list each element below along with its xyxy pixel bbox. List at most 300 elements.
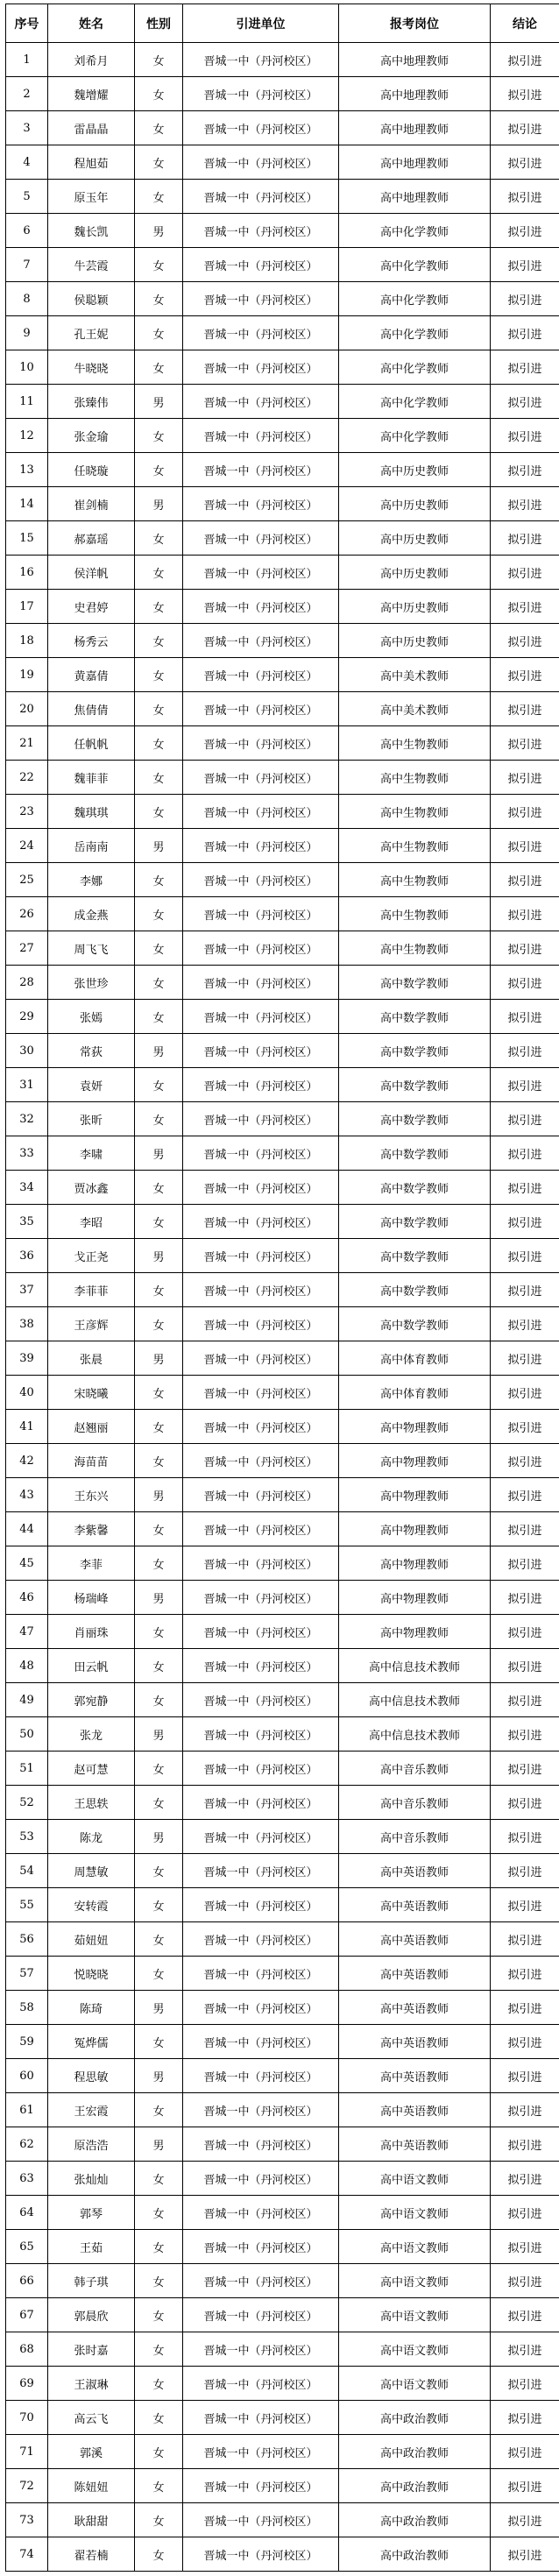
cell-no: 66 [6, 2264, 48, 2298]
cell-unit: 晋城一中（丹河校区） [183, 145, 339, 180]
cell-name: 成金燕 [48, 897, 135, 931]
cell-post: 高中英语教师 [339, 1957, 491, 1991]
cell-unit: 晋城一中（丹河校区） [183, 487, 339, 521]
cell-result: 拟引进 [491, 692, 559, 726]
cell-name: 翟若楠 [48, 2537, 135, 2572]
cell-name: 刘希月 [48, 43, 135, 77]
cell-result: 拟引进 [491, 1991, 559, 2025]
cell-post: 高中地理教师 [339, 77, 491, 111]
cell-no: 6 [6, 214, 48, 248]
cell-post: 高中地理教师 [339, 145, 491, 180]
cell-name: 李啸 [48, 1136, 135, 1171]
table-row [6, 1239, 559, 1273]
cell-no: 17 [6, 590, 48, 624]
cell-name: 周飞飞 [48, 931, 135, 966]
cell-sex: 女 [135, 1888, 183, 1922]
cell-result: 拟引进 [491, 248, 559, 282]
cell-no: 45 [6, 1546, 48, 1581]
cell-sex: 女 [135, 453, 183, 487]
cell-name: 袁妍 [48, 1068, 135, 1102]
table-row [6, 931, 559, 966]
cell-name: 陈琦 [48, 1991, 135, 2025]
cell-post: 高中化学教师 [339, 419, 491, 453]
cell-post: 高中生物教师 [339, 795, 491, 829]
cell-result: 拟引进 [491, 590, 559, 624]
cell-sex: 男 [135, 1478, 183, 1512]
cell-no: 49 [6, 1683, 48, 1717]
cell-result: 拟引进 [491, 145, 559, 180]
table-row [6, 897, 559, 931]
table-row [6, 2332, 559, 2367]
cell-result: 拟引进 [491, 829, 559, 863]
cell-no: 71 [6, 2435, 48, 2469]
cell-name: 李紫馨 [48, 1512, 135, 1546]
cell-unit: 晋城一中（丹河校区） [183, 1581, 339, 1615]
cell-unit: 晋城一中（丹河校区） [183, 1068, 339, 1102]
cell-post: 高中化学教师 [339, 282, 491, 316]
cell-post: 高中数学教师 [339, 1136, 491, 1171]
table-row [6, 1341, 559, 1376]
cell-unit: 晋城一中（丹河校区） [183, 111, 339, 145]
cell-unit: 晋城一中（丹河校区） [183, 2503, 339, 2537]
cell-name: 史君婷 [48, 590, 135, 624]
cell-sex: 女 [135, 556, 183, 590]
cell-no: 34 [6, 1171, 48, 1205]
cell-post: 高中生物教师 [339, 829, 491, 863]
cell-name: 冤烨儒 [48, 2025, 135, 2059]
cell-result: 拟引进 [491, 1478, 559, 1512]
header-no: 序号 [6, 4, 48, 43]
cell-post: 高中英语教师 [339, 2025, 491, 2059]
cell-unit: 晋城一中（丹河校区） [183, 1957, 339, 1991]
cell-sex: 男 [135, 1991, 183, 2025]
cell-name: 王思轶 [48, 1786, 135, 1820]
cell-name: 焦倩倩 [48, 692, 135, 726]
cell-post: 高中化学教师 [339, 350, 491, 385]
cell-sex: 女 [135, 1752, 183, 1786]
cell-no: 3 [6, 111, 48, 145]
cell-unit: 晋城一中（丹河校区） [183, 1307, 339, 1341]
table-row [6, 2264, 559, 2298]
cell-unit: 晋城一中（丹河校区） [183, 590, 339, 624]
cell-no: 11 [6, 385, 48, 419]
table-row [6, 2537, 559, 2572]
cell-post: 高中美术教师 [339, 692, 491, 726]
table-row [6, 316, 559, 350]
cell-post: 高中历史教师 [339, 556, 491, 590]
cell-no: 60 [6, 2059, 48, 2093]
cell-unit: 晋城一中（丹河校区） [183, 1410, 339, 1444]
cell-post: 高中数学教师 [339, 1102, 491, 1136]
cell-result: 拟引进 [491, 1957, 559, 1991]
table-row [6, 590, 559, 624]
cell-post: 高中体育教师 [339, 1376, 491, 1410]
cell-name: 悦晓晓 [48, 1957, 135, 1991]
cell-no: 63 [6, 2162, 48, 2196]
cell-post: 高中数学教师 [339, 1034, 491, 1068]
cell-unit: 晋城一中（丹河校区） [183, 1615, 339, 1649]
cell-unit: 晋城一中（丹河校区） [183, 248, 339, 282]
cell-unit: 晋城一中（丹河校区） [183, 1102, 339, 1136]
cell-unit: 晋城一中（丹河校区） [183, 795, 339, 829]
cell-unit: 晋城一中（丹河校区） [183, 419, 339, 453]
cell-no: 46 [6, 1581, 48, 1615]
cell-post: 高中数学教师 [339, 1205, 491, 1239]
cell-sex: 女 [135, 1376, 183, 1410]
table-row [6, 624, 559, 658]
cell-name: 常荻 [48, 1034, 135, 1068]
cell-result: 拟引进 [491, 1376, 559, 1410]
table-row [6, 1717, 559, 1752]
cell-sex: 女 [135, 2025, 183, 2059]
cell-unit: 晋城一中（丹河校区） [183, 453, 339, 487]
cell-result: 拟引进 [491, 1410, 559, 1444]
cell-post: 高中美术教师 [339, 658, 491, 692]
cell-no: 50 [6, 1717, 48, 1752]
cell-post: 高中语文教师 [339, 2230, 491, 2264]
cell-result: 拟引进 [491, 2298, 559, 2332]
cell-result: 拟引进 [491, 1102, 559, 1136]
cell-sex: 男 [135, 1034, 183, 1068]
cell-unit: 晋城一中（丹河校区） [183, 2401, 339, 2435]
table-row [6, 385, 559, 419]
cell-unit: 晋城一中（丹河校区） [183, 1000, 339, 1034]
cell-no: 22 [6, 761, 48, 795]
cell-result: 拟引进 [491, 1136, 559, 1171]
cell-name: 张灿灿 [48, 2162, 135, 2196]
cell-unit: 晋城一中（丹河校区） [183, 726, 339, 761]
cell-sex: 男 [135, 1136, 183, 1171]
cell-result: 拟引进 [491, 1649, 559, 1683]
cell-no: 26 [6, 897, 48, 931]
cell-name: 魏菲菲 [48, 761, 135, 795]
cell-result: 拟引进 [491, 2469, 559, 2503]
cell-name: 李菲菲 [48, 1273, 135, 1307]
cell-name: 周慧敏 [48, 1854, 135, 1888]
cell-sex: 女 [135, 1512, 183, 1546]
cell-unit: 晋城一中（丹河校区） [183, 1888, 339, 1922]
cell-post: 高中物理教师 [339, 1410, 491, 1444]
cell-result: 拟引进 [491, 726, 559, 761]
cell-post: 高中语文教师 [339, 2196, 491, 2230]
cell-name: 黄嘉倩 [48, 658, 135, 692]
cell-sex: 女 [135, 2298, 183, 2332]
cell-post: 高中英语教师 [339, 1854, 491, 1888]
cell-no: 47 [6, 1615, 48, 1649]
cell-sex: 女 [135, 145, 183, 180]
cell-post: 高中语文教师 [339, 2264, 491, 2298]
cell-post: 高中英语教师 [339, 1922, 491, 1957]
cell-name: 肖丽珠 [48, 1615, 135, 1649]
cell-name: 茹妞妞 [48, 1922, 135, 1957]
cell-unit: 晋城一中（丹河校区） [183, 1239, 339, 1273]
cell-post: 高中数学教师 [339, 1068, 491, 1102]
cell-result: 拟引进 [491, 43, 559, 77]
cell-unit: 晋城一中（丹河校区） [183, 897, 339, 931]
cell-post: 高中英语教师 [339, 2059, 491, 2093]
cell-result: 拟引进 [491, 2025, 559, 2059]
cell-post: 高中地理教师 [339, 180, 491, 214]
cell-unit: 晋城一中（丹河校区） [183, 658, 339, 692]
table-row [6, 1888, 559, 1922]
cell-post: 高中数学教师 [339, 1307, 491, 1341]
cell-post: 高中物理教师 [339, 1512, 491, 1546]
cell-post: 高中语文教师 [339, 2298, 491, 2332]
cell-unit: 晋城一中（丹河校区） [183, 2196, 339, 2230]
cell-sex: 女 [135, 1922, 183, 1957]
table-row [6, 2230, 559, 2264]
cell-unit: 晋城一中（丹河校区） [183, 1649, 339, 1683]
cell-sex: 男 [135, 385, 183, 419]
cell-no: 29 [6, 1000, 48, 1034]
cell-no: 54 [6, 1854, 48, 1888]
cell-post: 高中物理教师 [339, 1615, 491, 1649]
cell-name: 张龙 [48, 1717, 135, 1752]
table-row [6, 658, 559, 692]
cell-name: 张世珍 [48, 966, 135, 1000]
cell-post: 高中音乐教师 [339, 1752, 491, 1786]
cell-sex: 女 [135, 1786, 183, 1820]
cell-post: 高中政治教师 [339, 2435, 491, 2469]
cell-unit: 晋城一中（丹河校区） [183, 1478, 339, 1512]
cell-sex: 女 [135, 1171, 183, 1205]
cell-name: 崔剑楠 [48, 487, 135, 521]
cell-result: 拟引进 [491, 1922, 559, 1957]
cell-no: 42 [6, 1444, 48, 1478]
cell-result: 拟引进 [491, 77, 559, 111]
cell-sex: 女 [135, 111, 183, 145]
cell-unit: 晋城一中（丹河校区） [183, 863, 339, 897]
table-row [6, 2435, 559, 2469]
cell-sex: 女 [135, 658, 183, 692]
cell-sex: 男 [135, 2127, 183, 2162]
cell-unit: 晋城一中（丹河校区） [183, 1444, 339, 1478]
cell-sex: 女 [135, 2093, 183, 2127]
table-row [6, 863, 559, 897]
header-post: 报考岗位 [339, 4, 491, 43]
table-row [6, 1581, 559, 1615]
cell-name: 程旭茹 [48, 145, 135, 180]
cell-name: 郭宛静 [48, 1683, 135, 1717]
cell-post: 高中政治教师 [339, 2401, 491, 2435]
cell-unit: 晋城一中（丹河校区） [183, 2537, 339, 2572]
cell-sex: 男 [135, 214, 183, 248]
cell-post: 高中物理教师 [339, 1546, 491, 1581]
cell-result: 拟引进 [491, 2127, 559, 2162]
cell-no: 28 [6, 966, 48, 1000]
cell-name: 孔王妮 [48, 316, 135, 350]
cell-name: 岳南南 [48, 829, 135, 863]
header-unit: 引进单位 [183, 4, 339, 43]
cell-sex: 女 [135, 350, 183, 385]
cell-no: 65 [6, 2230, 48, 2264]
cell-name: 韩子琪 [48, 2264, 135, 2298]
cell-sex: 女 [135, 1957, 183, 1991]
cell-post: 高中化学教师 [339, 316, 491, 350]
cell-result: 拟引进 [491, 897, 559, 931]
cell-no: 69 [6, 2367, 48, 2401]
cell-sex: 女 [135, 2264, 183, 2298]
cell-no: 74 [6, 2537, 48, 2572]
table-row [6, 1068, 559, 1102]
cell-name: 牛晓晓 [48, 350, 135, 385]
table-row [6, 111, 559, 145]
cell-name: 任帆帆 [48, 726, 135, 761]
table-row [6, 1820, 559, 1854]
table-row [6, 1649, 559, 1683]
cell-name: 王茹 [48, 2230, 135, 2264]
cell-post: 高中音乐教师 [339, 1786, 491, 1820]
cell-result: 拟引进 [491, 2367, 559, 2401]
cell-no: 48 [6, 1649, 48, 1683]
cell-result: 拟引进 [491, 521, 559, 556]
cell-post: 高中英语教师 [339, 2093, 491, 2127]
cell-result: 拟引进 [491, 2162, 559, 2196]
cell-no: 13 [6, 453, 48, 487]
cell-no: 31 [6, 1068, 48, 1102]
table-row [6, 1205, 559, 1239]
cell-unit: 晋城一中（丹河校区） [183, 2059, 339, 2093]
table-row [6, 2025, 559, 2059]
cell-unit: 晋城一中（丹河校区） [183, 2093, 339, 2127]
cell-no: 30 [6, 1034, 48, 1068]
cell-unit: 晋城一中（丹河校区） [183, 1683, 339, 1717]
cell-post: 高中化学教师 [339, 248, 491, 282]
cell-sex: 女 [135, 726, 183, 761]
cell-sex: 女 [135, 1649, 183, 1683]
header-row [6, 4, 559, 43]
cell-result: 拟引进 [491, 2332, 559, 2367]
cell-unit: 晋城一中（丹河校区） [183, 1171, 339, 1205]
table-row [6, 1273, 559, 1307]
cell-post: 高中历史教师 [339, 453, 491, 487]
table-row [6, 1957, 559, 1991]
cell-post: 高中英语教师 [339, 1888, 491, 1922]
table-row [6, 1102, 559, 1136]
table-row [6, 419, 559, 453]
cell-name: 张晨 [48, 1341, 135, 1376]
cell-result: 拟引进 [491, 1034, 559, 1068]
cell-result: 拟引进 [491, 863, 559, 897]
cell-no: 33 [6, 1136, 48, 1171]
cell-post: 高中数学教师 [339, 1239, 491, 1273]
cell-no: 56 [6, 1922, 48, 1957]
cell-unit: 晋城一中（丹河校区） [183, 1752, 339, 1786]
cell-unit: 晋城一中（丹河校区） [183, 829, 339, 863]
cell-no: 72 [6, 2469, 48, 2503]
cell-sex: 女 [135, 2401, 183, 2435]
cell-name: 魏琪琪 [48, 795, 135, 829]
table-row [6, 692, 559, 726]
cell-name: 张臻伟 [48, 385, 135, 419]
cell-unit: 晋城一中（丹河校区） [183, 282, 339, 316]
cell-no: 23 [6, 795, 48, 829]
cell-sex: 女 [135, 1546, 183, 1581]
cell-sex: 女 [135, 2503, 183, 2537]
cell-post: 高中音乐教师 [339, 1820, 491, 1854]
table-row [6, 350, 559, 385]
cell-sex: 女 [135, 1854, 183, 1888]
cell-sex: 女 [135, 931, 183, 966]
cell-result: 拟引进 [491, 2230, 559, 2264]
cell-sex: 女 [135, 2332, 183, 2367]
cell-post: 高中数学教师 [339, 966, 491, 1000]
table-row [6, 1752, 559, 1786]
cell-name: 高云飞 [48, 2401, 135, 2435]
cell-unit: 晋城一中（丹河校区） [183, 1854, 339, 1888]
cell-post: 高中语文教师 [339, 2332, 491, 2367]
cell-post: 高中信息技术教师 [339, 1649, 491, 1683]
cell-sex: 女 [135, 2367, 183, 2401]
cell-result: 拟引进 [491, 556, 559, 590]
cell-result: 拟引进 [491, 2537, 559, 2572]
table-row [6, 1307, 559, 1341]
table-row [6, 2059, 559, 2093]
cell-result: 拟引进 [491, 1546, 559, 1581]
cell-result: 拟引进 [491, 180, 559, 214]
cell-sex: 女 [135, 419, 183, 453]
roster-table [5, 4, 559, 2572]
cell-unit: 晋城一中（丹河校区） [183, 1376, 339, 1410]
cell-post: 高中体育教师 [339, 1341, 491, 1376]
cell-sex: 女 [135, 966, 183, 1000]
table-row [6, 1546, 559, 1581]
cell-sex: 女 [135, 1000, 183, 1034]
cell-sex: 男 [135, 1820, 183, 1854]
table-row [6, 180, 559, 214]
cell-no: 1 [6, 43, 48, 77]
table-row [6, 1512, 559, 1546]
cell-name: 李昭 [48, 1205, 135, 1239]
cell-no: 58 [6, 1991, 48, 2025]
cell-sex: 女 [135, 2537, 183, 2572]
cell-result: 拟引进 [491, 214, 559, 248]
table-row [6, 2503, 559, 2537]
cell-unit: 晋城一中（丹河校区） [183, 180, 339, 214]
cell-no: 20 [6, 692, 48, 726]
cell-name: 侯聪颖 [48, 282, 135, 316]
cell-name: 陈妞妞 [48, 2469, 135, 2503]
cell-unit: 晋城一中（丹河校区） [183, 1786, 339, 1820]
cell-result: 拟引进 [491, 1068, 559, 1102]
cell-post: 高中数学教师 [339, 1000, 491, 1034]
cell-post: 高中信息技术教师 [339, 1717, 491, 1752]
cell-no: 38 [6, 1307, 48, 1341]
cell-post: 高中政治教师 [339, 2503, 491, 2537]
cell-no: 39 [6, 1341, 48, 1376]
cell-result: 拟引进 [491, 1239, 559, 1273]
cell-sex: 女 [135, 1205, 183, 1239]
cell-post: 高中化学教师 [339, 214, 491, 248]
cell-sex: 女 [135, 180, 183, 214]
cell-no: 67 [6, 2298, 48, 2332]
table-row [6, 1034, 559, 1068]
cell-unit: 晋城一中（丹河校区） [183, 2127, 339, 2162]
table-row [6, 214, 559, 248]
cell-result: 拟引进 [491, 282, 559, 316]
cell-sex: 女 [135, 2435, 183, 2469]
cell-unit: 晋城一中（丹河校区） [183, 1205, 339, 1239]
cell-sex: 女 [135, 2162, 183, 2196]
cell-name: 牛芸霞 [48, 248, 135, 282]
cell-no: 64 [6, 2196, 48, 2230]
cell-result: 拟引进 [491, 1341, 559, 1376]
cell-name: 宋晓曦 [48, 1376, 135, 1410]
cell-sex: 男 [135, 2059, 183, 2093]
cell-unit: 晋城一中（丹河校区） [183, 2298, 339, 2332]
cell-unit: 晋城一中（丹河校区） [183, 2162, 339, 2196]
cell-unit: 晋城一中（丹河校区） [183, 214, 339, 248]
